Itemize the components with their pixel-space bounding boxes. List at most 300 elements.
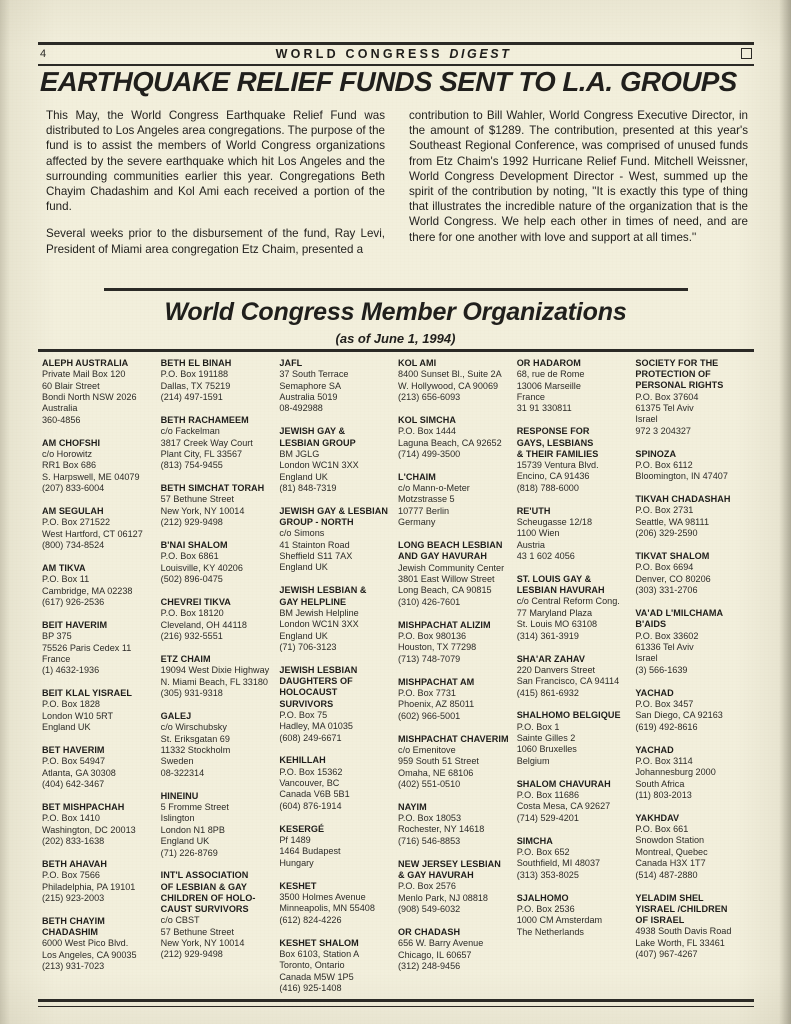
organization-address-line: Vancouver, BC [279, 778, 340, 789]
organization-address-line: (313) 353-8025 [516, 869, 579, 880]
organization-name: ST. LOUIS GAY & [516, 573, 592, 584]
organization-entry [635, 358, 754, 437]
organization-address-line: Menlo Park, NJ 08818 [398, 892, 488, 903]
organization-name: KOL AMI [398, 358, 437, 368]
organization-address-line: 972 3 204327 [635, 425, 691, 436]
organization-address-line: P.O. Box 11686 [516, 789, 580, 800]
organization-address-line: c/o CBST [160, 915, 200, 926]
organization-entry [635, 449, 754, 483]
organization-name: AM TIKVA [42, 562, 86, 573]
article-paragraph: contribution to Bill Wahler, World Congress Executive Director, in the amount of $1289. The contribution, presented at this year's Southeast Regional Conference, was comprised of unused funds from Etz Chaim's 1992 Hurricane Relief Fund. Mitchell Weissner, World Congress Development Director - West, summed up the spirit of the contribution by noting, ''It is exactly this type of thing that illustrates the incredible nature of the organization that is the World Congress. We help each other in times of need, and are there for one another with love and support at all times.'' [409, 109, 748, 244]
organization-address-line: Rochester, NY 14618 [398, 824, 485, 835]
organization-address-line: (1) 4632-1936 [42, 665, 100, 676]
organization-name: OR CHADASH [398, 926, 461, 937]
organization-name: SOCIETY FOR THE [635, 358, 719, 368]
organization-address-line: (714) 529-4201 [516, 812, 579, 823]
organization-entry [279, 665, 398, 744]
organization-address-line: St. Eriksgatan 69 [160, 733, 230, 744]
directory-rule-top [104, 288, 688, 291]
organization-address-line: England UK [279, 562, 328, 573]
organization-address-line: (608) 249-6671 [279, 732, 342, 743]
organization-name: OF LESBIAN & GAY [160, 881, 248, 892]
organization-name: VA'AD L'MILCHAMA [635, 608, 724, 619]
organization-name: AM SEGULAH [42, 506, 104, 517]
organization-address-line: (404) 642-3467 [42, 779, 105, 790]
organization-address-line: 360-4856 [42, 414, 81, 425]
organization-name: BEIT KLAL YISRAEL [42, 688, 132, 699]
masthead [38, 42, 754, 66]
organization-entry [517, 779, 636, 824]
organization-address-line: (215) 923-2003 [42, 893, 105, 904]
organization-name: BETH SIMCHAT TORAH [160, 483, 265, 494]
organization-address-line: (314) 361-3919 [516, 630, 579, 641]
organization-entry [161, 654, 280, 699]
organization-address-line: 08-492988 [279, 403, 323, 414]
organization-address-line: 37 South Terrace [279, 369, 349, 380]
organization-name: LESBIAN GROUP [279, 437, 356, 448]
organization-address-line: RR1 Box 686 [42, 460, 97, 471]
organization-address-line: (310) 426-7601 [398, 596, 461, 607]
organization-name: SIMCHA [516, 835, 553, 846]
organization-address-line: 8400 Sunset Bl., Suite 2A [398, 369, 502, 380]
organization-address-line: 3500 Holmes Avenue [279, 891, 366, 902]
organization-address-line: Houston, TX 77298 [398, 642, 477, 653]
organization-address-line: 08-322314 [160, 767, 205, 778]
organization-address-line: 1464 Budapest [279, 846, 341, 857]
organization-entry [635, 745, 754, 802]
organization-address-line: Hadley, MA 01035 [279, 721, 353, 732]
organization-name: OR HADAROM [516, 358, 581, 368]
organization-address-line: (813) 754-9455 [160, 460, 223, 471]
organization-name: SJALHOMO [516, 892, 569, 903]
organization-name: BETH AHAVAH [42, 859, 108, 869]
organization-address-line: P.O. Box 18053 [398, 813, 462, 824]
organization-entry [635, 688, 754, 733]
organization-address-line: Jewish Community Center [398, 562, 505, 573]
organization-name: TIKVAT SHALOM [635, 551, 710, 562]
publication-title-main: WORLD CONGRESS [275, 46, 443, 61]
organization-address-line: c/o Fackelman [160, 426, 220, 437]
organization-entry [161, 791, 280, 859]
organization-entry [517, 710, 636, 767]
organization-address-line: (716) 546-8853 [398, 835, 461, 846]
organization-address-line: Philadelphia, PA 19101 [42, 881, 136, 892]
organization-entry [161, 870, 280, 960]
organization-address-line: P.O. Box 661 [635, 824, 689, 835]
member-organizations-directory [42, 358, 754, 1006]
organization-address-line: 1100 Wien [516, 528, 560, 539]
organization-name: YELADIM SHEL [635, 892, 704, 903]
organization-entry [398, 677, 517, 722]
organization-address-line: Israel [635, 653, 658, 664]
article-column-right [409, 108, 748, 269]
organization-address-line: Washington, DC 20013 [42, 824, 136, 835]
organization-address-line: Laguna Beach, CA 92652 [398, 437, 502, 448]
organization-address-line: Hungary [279, 857, 314, 868]
organization-address-line: 57 Bethune Street [160, 926, 234, 937]
organization-entry [398, 540, 517, 608]
organization-name: JEWISH GAY & LESBIAN [279, 505, 388, 516]
organization-address-line: London N1 8PB [160, 824, 225, 835]
organization-address-line: Johannesburg 2000 [635, 767, 716, 778]
organization-address-line: c/o Horowitz [42, 448, 93, 459]
organization-address-line: S. Harpswell, ME 04079 [42, 471, 140, 482]
organization-address-line: c/o Wirschubsky [160, 722, 227, 733]
organization-entry [635, 551, 754, 596]
organization-address-line: c/o Mann-o-Meter [398, 483, 470, 494]
organization-name: KEHILLAH [279, 755, 326, 766]
organization-address-line: (612) 824-4226 [279, 914, 342, 925]
organization-address-line: 220 Danvers Street [516, 664, 596, 675]
organization-address-line: England UK [42, 722, 91, 733]
organization-address-line: Australia 5019 [279, 392, 338, 403]
article-column-left [46, 108, 385, 269]
organization-address-line: 77 Maryland Plaza [516, 607, 593, 618]
organization-name: PROTECTION OF [635, 369, 711, 380]
organization-entry [161, 483, 280, 528]
organization-entry [42, 506, 161, 551]
organization-name: NEW JERSEY LESBIAN [398, 858, 501, 869]
organization-address-line: 959 South 51 Street [398, 756, 479, 767]
directory-column [517, 358, 636, 1006]
organization-address-line: P.O. Box 6694 [635, 562, 694, 573]
organization-entry [161, 540, 280, 585]
organization-address-line: Snowdon Station [635, 835, 705, 846]
organization-entry [517, 654, 636, 699]
organization-address-line: 1060 Bruxelles [516, 744, 577, 755]
organization-address-line: 68, rue de Rome [516, 369, 585, 380]
organization-address-line: (514) 487-2880 [635, 869, 698, 880]
organization-address-line: P.O. Box 1 [516, 721, 560, 732]
organization-address-line: BM Jewish Helpline [279, 607, 359, 618]
organization-name: SURVIVORS [279, 698, 334, 709]
organization-name: OF ISRAEL [635, 915, 685, 926]
organization-address-line: BM JGLG [279, 448, 320, 459]
organization-name: YISRAEL /CHILDREN [635, 903, 728, 914]
organization-address-line: (602) 966-5001 [398, 710, 461, 721]
directory-column [42, 358, 161, 1006]
organization-address-line: P.O. Box 1444 [398, 426, 456, 437]
organization-address-line: (212) 929-9498 [160, 949, 223, 960]
organization-address-line: (11) 803-2013 [635, 789, 692, 800]
organization-name: B'NAI SHALOM [160, 540, 228, 551]
organization-address-line: Toronto, Ontario [279, 960, 345, 971]
organization-address-line: Sheffield S11 7AX [279, 551, 353, 562]
organization-name: ETZ CHAIM [160, 654, 211, 665]
organization-address-line: France [516, 392, 545, 403]
organization-address-line: Los Angeles, CA 90035 [42, 949, 137, 960]
organization-address-line: Southfield, MI 48037 [516, 858, 601, 869]
publication-title-italic: DIGEST [449, 46, 512, 61]
organization-address-line: Islington [160, 813, 195, 824]
organization-entry [635, 813, 754, 881]
organization-address-line: P.O. Box 652 [516, 846, 570, 857]
organization-entry [517, 358, 636, 415]
organization-address-line: P.O. Box 1410 [42, 813, 100, 824]
organization-entry [42, 563, 161, 608]
organization-name: CHILDREN OF HOLO- [160, 892, 256, 903]
organization-address-line: (213) 656-6093 [398, 392, 461, 403]
organization-entry [161, 415, 280, 472]
organization-name: SPINOZA [635, 448, 677, 459]
organization-address-line: P.O. Box 15362 [279, 766, 343, 777]
organization-entry [42, 802, 161, 847]
organization-address-line: 1000 CM Amsterdam [516, 915, 603, 926]
organization-address-line: West Hartford, CT 06127 [42, 528, 143, 539]
article-headline: EARTHQUAKE RELIEF FUNDS SENT TO L.A. GROUPS [39, 66, 738, 97]
organization-address-line: P.O. Box 7731 [398, 687, 456, 698]
organization-address-line: (212) 929-9498 [160, 517, 223, 528]
organization-address-line: London W10 5RT [42, 710, 114, 721]
organization-address-line: 656 W. Barry Avenue [398, 938, 484, 949]
organization-address-line: (207) 833-6004 [42, 483, 105, 494]
organization-name: LESBIAN HAVURAH [516, 585, 605, 596]
organization-address-line: Private Mail Box 120 [42, 369, 126, 380]
organization-address-line: Germany [398, 517, 436, 528]
organization-entry [517, 574, 636, 642]
organization-address-line: N. Miami Beach, FL 33180 [160, 676, 268, 687]
organization-address-line: (206) 329-2590 [635, 528, 698, 539]
organization-address-line: Sainte Gilles 2 [516, 733, 576, 744]
organization-name: NAYIM [398, 801, 427, 812]
organization-entry [398, 358, 517, 403]
organization-address-line: P.O. Box 271522 [42, 517, 111, 528]
organization-name: MISHPACHAT AM [398, 676, 475, 687]
organization-address-line: 3801 East Willow Street [398, 573, 495, 584]
organization-address-line: (305) 931-9318 [160, 688, 223, 699]
organization-address-line: Costa Mesa, CA 92627 [516, 801, 611, 812]
organization-address-line: (213) 931-7023 [42, 961, 105, 972]
organization-name: YAKHDAV [635, 812, 680, 823]
organization-address-line: South Africa [635, 778, 685, 789]
organization-address-line: P.O. Box 6861 [160, 551, 219, 562]
organization-address-line: P.O. Box 75 [279, 709, 328, 720]
organization-entry [398, 859, 517, 916]
organization-entry [398, 415, 517, 460]
article-body [46, 108, 748, 269]
organization-entry [279, 585, 398, 653]
organization-address-line: 60 Blair Street [42, 380, 100, 391]
organization-name: HOLOCAUST [279, 687, 338, 698]
organization-address-line: Canada V6B 5B1 [279, 789, 350, 800]
page-number: 4 [40, 47, 47, 60]
organization-entry [42, 916, 161, 973]
organization-address-line: P.O. Box 1828 [42, 699, 100, 710]
organization-address-line: (818) 788-6000 [516, 482, 579, 493]
organization-address-line: England UK [279, 630, 328, 641]
organization-address-line: France [42, 653, 71, 664]
organization-address-line: (617) 926-2536 [42, 597, 105, 607]
organization-entry [517, 836, 636, 881]
organization-name: RE'UTH [516, 505, 551, 516]
directory-column [161, 358, 280, 1006]
organization-address-line: c/o Central Reform Cong. [516, 596, 620, 607]
organization-name: BET HAVERIM [42, 745, 105, 756]
organization-entry [398, 734, 517, 791]
organization-address-line: 15739 Ventura Blvd. [516, 459, 599, 470]
organization-address-line: Denver, CO 80206 [635, 573, 711, 584]
organization-address-line: 10777 Berlin [398, 505, 450, 516]
organization-address-line: Box 6103, Station A [279, 948, 360, 959]
organization-name: BEIT HAVERIM [42, 619, 108, 630]
organization-address-line: 61336 Tel Aviv [635, 641, 694, 652]
organization-entry [635, 893, 754, 961]
organization-address-line: Bondi North NSW 2026 [42, 392, 137, 403]
organization-name: BETH CHAYIM [42, 915, 105, 926]
organization-address-line: (407) 967-4267 [635, 949, 698, 960]
organization-name: ALEPH AUSTRALIA [42, 358, 129, 368]
organization-name: L'CHAIM [398, 471, 436, 482]
organization-address-line: England UK [160, 836, 210, 847]
organization-address-line: Motzstrasse 5 [398, 494, 455, 505]
organization-name: JAFL [279, 358, 303, 368]
article-paragraph: Several weeks prior to the disbursement of the fund, Ray Levi, President of Miami area congregation Etz Chaim, presented a [46, 227, 385, 256]
organization-entry [517, 893, 636, 938]
organization-address-line: P.O. Box 2536 [516, 903, 575, 914]
organization-address-line: (502) 896-0475 [160, 574, 223, 585]
organization-name: JEWISH LESBIAN [279, 664, 358, 675]
organization-address-line: 43 1 602 4056 [516, 551, 575, 562]
organization-address-line: P.O. Box 7566 [42, 870, 100, 881]
organization-address-line: (416) 925-1408 [279, 983, 342, 994]
organization-entry [517, 426, 636, 494]
organization-entry [42, 358, 161, 426]
organization-address-line: P.O. Box 2576 [398, 881, 456, 892]
organization-entry [398, 927, 517, 972]
organization-address-line: Belgium [516, 755, 550, 766]
organization-name: PERSONAL RIGHTS [635, 380, 724, 391]
organization-address-line: Bloomington, IN 47407 [635, 471, 728, 482]
organization-address-line: W. Hollywood, CA 90069 [398, 380, 499, 391]
organization-address-line: Australia [42, 403, 78, 414]
footer-rule-thin [38, 1006, 754, 1008]
organization-address-line: Pf 1489 [279, 834, 311, 845]
organization-address-line: London WC1N 3XX [279, 619, 359, 630]
organization-address-line: P.O. Box 191188 [160, 369, 229, 380]
organization-address-line: P.O. Box 3457 [635, 698, 694, 709]
organization-address-line: 19094 West Dixie Highway [160, 665, 270, 676]
organization-address-line: Dallas, TX 75219 [160, 380, 231, 391]
organization-address-line: P.O. Box 2731 [635, 505, 694, 516]
organization-address-line: (619) 492-8616 [635, 721, 698, 732]
organization-address-line: Montreal, Quebec [635, 846, 708, 857]
organization-address-line: (3) 566-1639 [635, 664, 688, 675]
organization-address-line: 75526 Paris Cedex 11 [42, 642, 132, 653]
organization-address-line: Omaha, NE 68106 [398, 767, 474, 778]
organization-entry [161, 358, 280, 403]
organization-name: B'AIDS [635, 619, 667, 630]
organization-name: GAYS, LESBIANS [516, 437, 594, 448]
organization-name: HINEINU [160, 790, 199, 801]
organization-address-line: P.O. Box 33602 [635, 630, 699, 641]
organization-entry [279, 506, 398, 574]
organization-address-line: (71) 706-3123 [279, 642, 337, 653]
organization-entry [279, 358, 398, 415]
organization-address-line: BP 375 [42, 631, 72, 642]
organization-name: KOL SIMCHA [398, 414, 456, 425]
organization-address-line: (312) 248-9456 [398, 960, 461, 971]
organization-address-line: 4938 South Davis Road [635, 926, 732, 937]
organization-address-line: c/o Simons [279, 528, 325, 539]
organization-entry [279, 755, 398, 812]
organization-entry [42, 688, 161, 733]
organization-address-line: Louisville, KY 40206 [160, 562, 243, 573]
organization-address-line: Lake Worth, FL 33461 [635, 937, 725, 948]
organization-name: MISHPACHAT CHAVERIM [398, 733, 509, 744]
organization-address-line: c/o Emenitove [398, 744, 456, 755]
organization-address-line: (81) 848-7319 [279, 482, 337, 493]
organization-name: BET MISHPACHAH [42, 802, 125, 813]
organization-name: AND GAY HAVURAH [398, 551, 488, 562]
organization-entry [42, 745, 161, 790]
organization-address-line: (713) 748-7079 [398, 653, 461, 664]
organization-address-line: San Diego, CA 92163 [635, 710, 723, 721]
organization-entry [42, 438, 161, 495]
organization-name: JEWISH LESBIAN & [279, 585, 367, 596]
organization-entry [635, 608, 754, 676]
page-right-edge-shadow [779, 0, 791, 1024]
organization-name: SHALHOMO BELGIQUE [516, 710, 621, 721]
organization-entry [635, 494, 754, 539]
organization-entry [398, 472, 517, 529]
organization-address-line: P.O. Box 54947 [42, 756, 106, 767]
organization-address-line: 3817 Creek Way Court [160, 437, 253, 448]
directory-rule-bottom [38, 349, 754, 352]
organization-address-line: Seattle, WA 98111 [635, 516, 709, 527]
page-left-edge-shadow [0, 0, 10, 1024]
organization-address-line: P.O. Box 18120 [160, 608, 224, 619]
organization-entry [279, 426, 398, 494]
article-paragraph: This May, the World Congress Earthquake Relief Fund was distributed to Los Angeles area congregations. The purpose of the fund is to assist the members of World Congress organizations affected by the severe earthquake which hit Los Angeles and the surrounding communities earlier this year. Congregations Beth Chayim Chadashim and Kol Ami each received a portion of the fund. [46, 109, 385, 214]
organization-address-line: Austria [516, 539, 545, 550]
organization-name: BETH EL BINAH [160, 358, 232, 368]
organization-address-line: 41 Stainton Road [279, 539, 350, 550]
organization-address-line: P.O. Box 6112 [635, 459, 693, 470]
organization-address-line: Canada M5W 1P5 [279, 971, 354, 982]
directory-column [635, 358, 754, 1006]
square-box-icon [741, 48, 752, 59]
organization-name: KESHET SHALOM [279, 937, 359, 948]
organization-address-line: 57 Bethune Street [160, 494, 234, 505]
organization-address-line: 31 91 330811 [516, 403, 572, 414]
organization-name: JEWISH GAY & [279, 426, 346, 437]
organization-entry [279, 938, 398, 995]
organization-name: KESHET [279, 880, 317, 891]
directory-subtitle: (as of June 1, 1994) [335, 331, 456, 346]
organization-name: MISHPACHAT ALIZIM [398, 619, 491, 630]
organization-address-line: England UK [279, 471, 328, 482]
organization-address-line: 5 Fromme Street [160, 801, 229, 812]
organization-address-line: (604) 876-1914 [279, 800, 342, 811]
organization-entry [161, 597, 280, 642]
organization-address-line: (71) 226-8769 [160, 847, 218, 858]
organization-name: TIKVAH CHADASHAH [635, 494, 731, 505]
organization-entry [42, 859, 161, 904]
organization-address-line: London WC1N 3XX [279, 460, 359, 471]
organization-name: SHA'AR ZAHAV [516, 653, 585, 664]
organization-address-line: Encino, CA 91436 [516, 471, 590, 482]
organization-address-line: (214) 497-1591 [160, 392, 223, 403]
organization-entry [517, 506, 636, 563]
organization-address-line: New York, NY 10014 [160, 505, 245, 516]
organization-address-line: (216) 932-5551 [160, 631, 223, 642]
organization-address-line: Plant City, FL 33567 [160, 448, 243, 459]
organization-name: CHADASHIM [42, 927, 99, 938]
organization-address-line: Atlanta, GA 30308 [42, 767, 116, 778]
organization-address-line: Chicago, IL 60657 [398, 949, 472, 960]
organization-address-line: Long Beach, CA 90815 [398, 585, 492, 596]
organization-address-line: New York, NY 10014 [160, 938, 245, 949]
